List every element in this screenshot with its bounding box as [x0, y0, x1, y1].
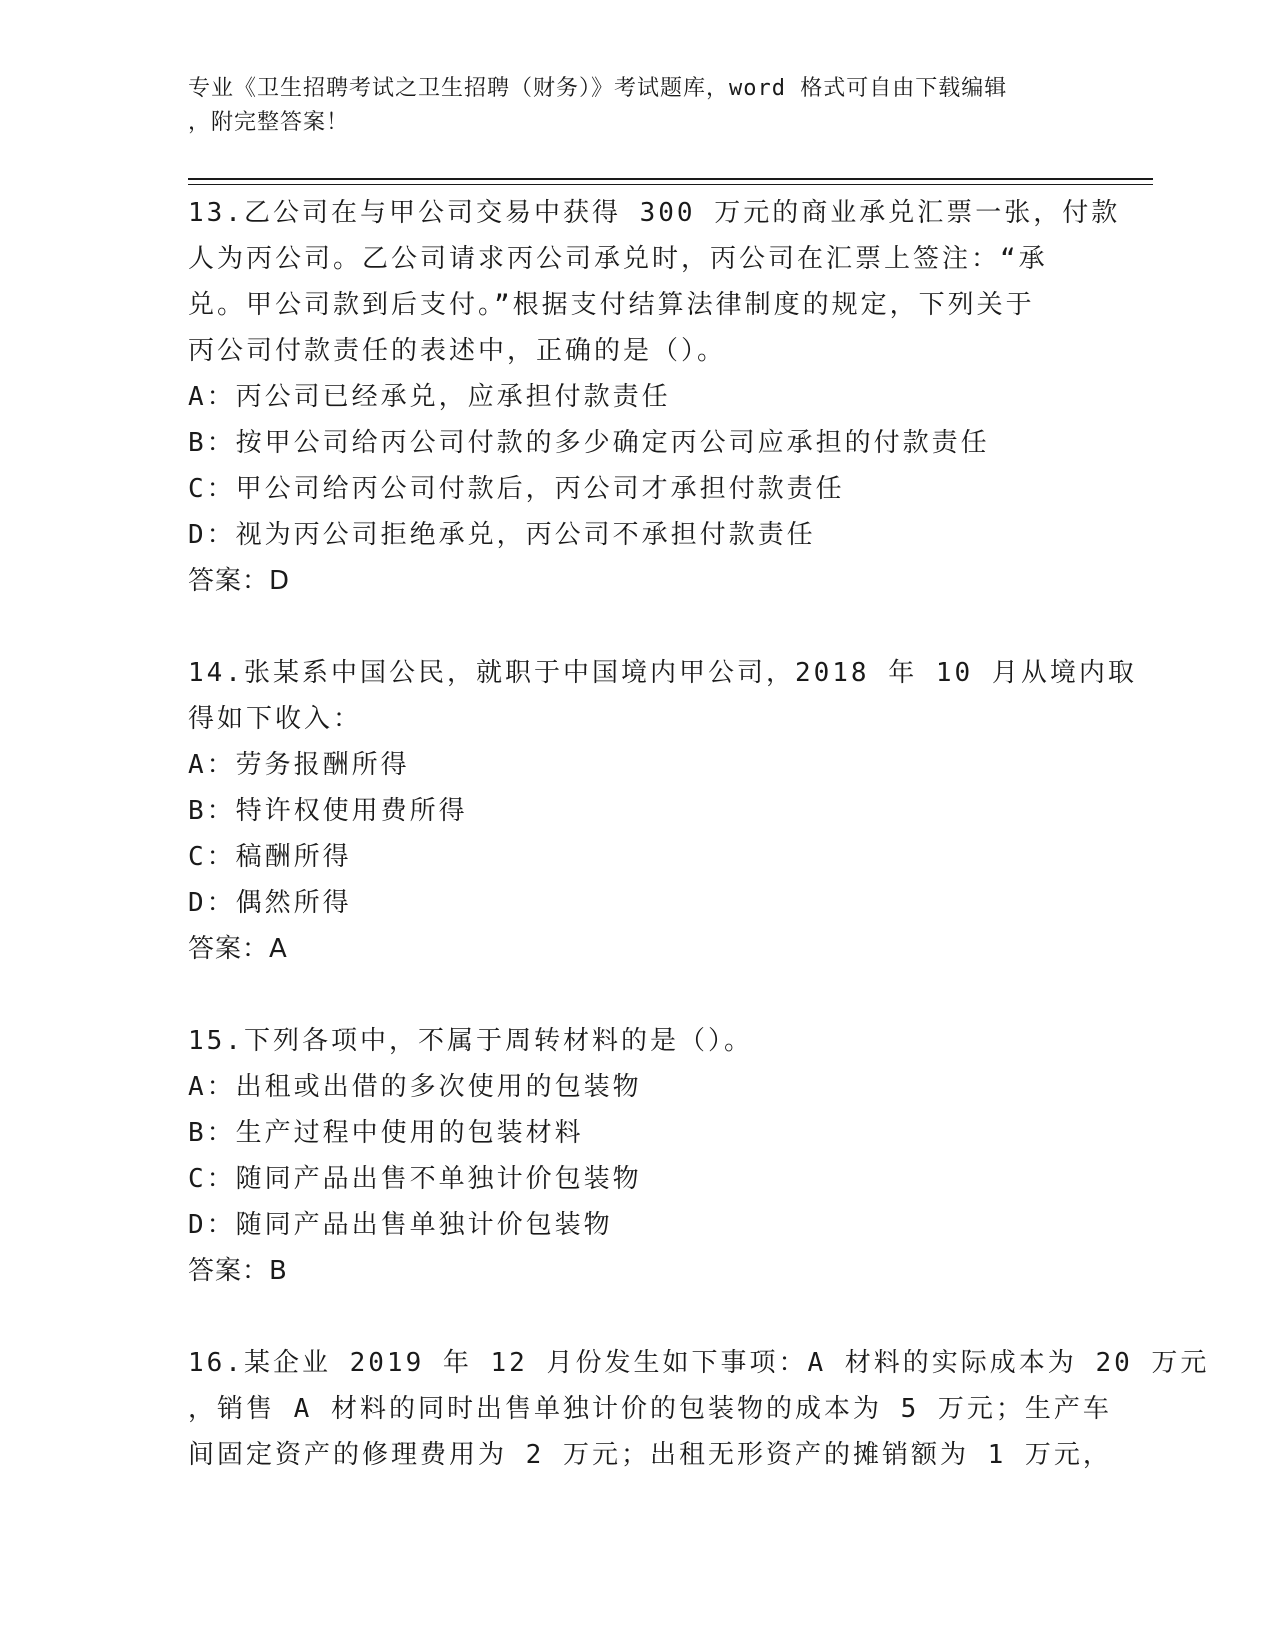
- question-stem-line: 得如下收入：: [188, 704, 363, 734]
- document-header: [188, 72, 1088, 140]
- question-stem-line: 15.下列各项中，不属于周转材料的是（）。: [188, 1026, 753, 1056]
- option-d: D：偶然所得: [188, 888, 352, 918]
- question-stem-line: 兑。甲公司款到后支付。”根据支付结算法律制度的规定，下列关于: [188, 290, 1035, 320]
- option-c: C：甲公司给丙公司付款后，丙公司才承担付款责任: [188, 474, 845, 504]
- question-stem-line: 14.张某系中国公民，就职于中国境内甲公司，2018 年 10 月从境内取: [188, 658, 1137, 688]
- question-stem-line: 人为丙公司。乙公司请求丙公司承兑时，丙公司在汇票上签注：“承: [188, 244, 1048, 274]
- question-stem-line: ，销售 A 材料的同时出售单独计价的包装物的成本为 5 万元；生产车: [188, 1394, 1112, 1424]
- option-c: C：稿酬所得: [188, 842, 352, 872]
- option-b: B：特许权使用费所得: [188, 796, 468, 826]
- option-a: A：丙公司已经承兑，应承担付款责任: [188, 382, 671, 412]
- option-d: D：视为丙公司拒绝承兑，丙公司不承担付款责任: [188, 520, 816, 550]
- header-line-1: 专业《卫生招聘考试之卫生招聘（财务）》考试题库，word 格式可自由下载编辑: [188, 76, 1008, 101]
- question-stem-line: 16.某企业 2019 年 12 月份发生如下事项：A 材料的实际成本为 20 万元: [188, 1348, 1210, 1378]
- answer-line: 答案：A: [188, 934, 288, 964]
- question-stem-line: 13.乙公司在与甲公司交易中获得 300 万元的商业承兑汇票一张，付款: [188, 198, 1121, 228]
- question-list: [188, 190, 1210, 1478]
- question-stem-line: 丙公司付款责任的表述中，正确的是（）。: [188, 336, 727, 366]
- option-b: B：生产过程中使用的包装材料: [188, 1118, 584, 1148]
- header-divider-thick: [188, 178, 1153, 180]
- question-16: [188, 1340, 1210, 1478]
- question-15: [188, 1018, 1088, 1294]
- option-d: D：随同产品出售单独计价包装物: [188, 1210, 613, 1240]
- answer-line: 答案：D: [188, 566, 291, 596]
- question-13: [188, 190, 1121, 604]
- answer-line: 答案：B: [188, 1256, 288, 1286]
- option-a: A：出租或出借的多次使用的包装物: [188, 1072, 642, 1102]
- header-divider-thin: [188, 184, 1153, 185]
- option-c: C：随同产品出售不单独计价包装物: [188, 1164, 642, 1194]
- option-b: B：按甲公司给丙公司付款的多少确定丙公司应承担的付款责任: [188, 428, 990, 458]
- option-a: A：劳务报酬所得: [188, 750, 410, 780]
- question-14: [188, 650, 1137, 972]
- header-line-2: ，附完整答案！: [188, 110, 350, 135]
- question-stem-line: 间固定资产的修理费用为 2 万元；出租无形资产的摊销额为 1 万元，: [188, 1440, 1112, 1470]
